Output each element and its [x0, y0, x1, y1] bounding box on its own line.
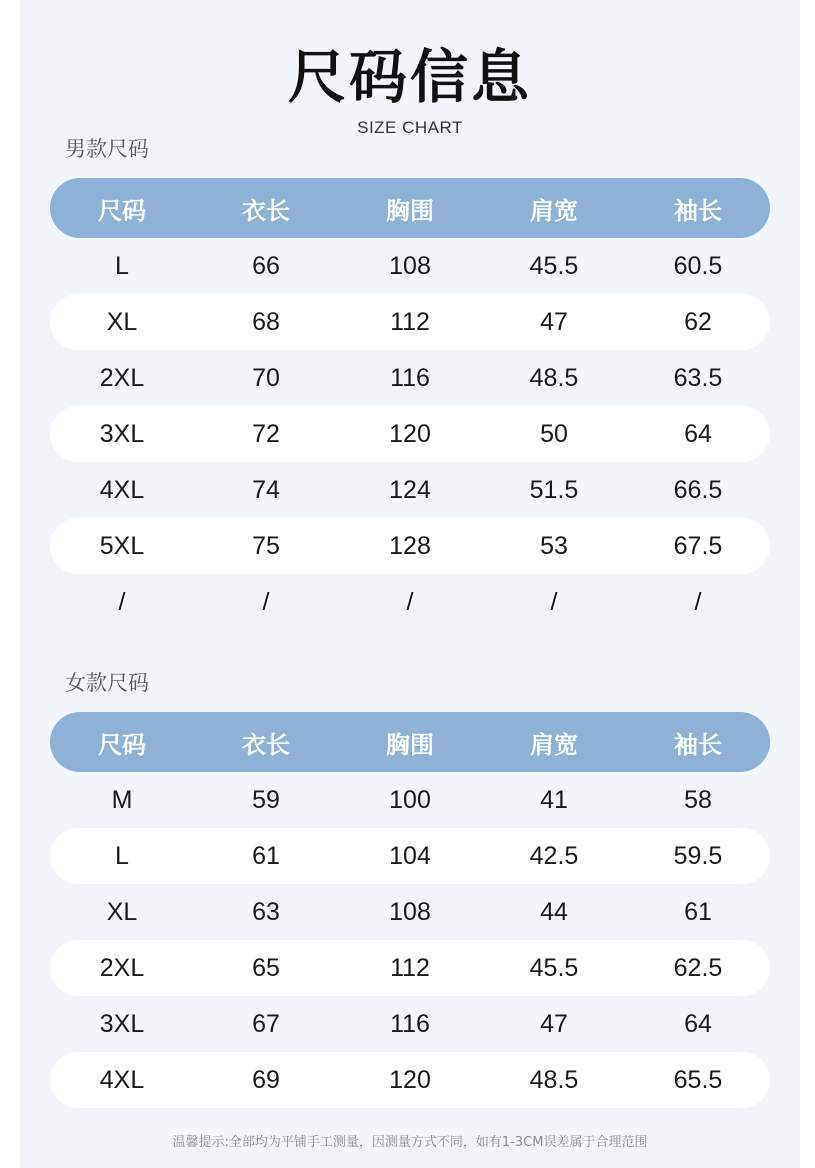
table-cell: 63: [252, 897, 280, 926]
men-section-label: 男款尺码: [65, 137, 149, 161]
table-cell: 74: [252, 475, 280, 504]
table-row: [50, 940, 770, 996]
table-cell: 65: [252, 953, 280, 982]
footnote: 温馨提示:全部均为平铺手工测量，因测量方式不同，如有1-3CM误差属于合理范围: [172, 1135, 648, 1150]
table-cell: /: [550, 587, 558, 616]
table-row: [50, 574, 770, 630]
table-row: [50, 828, 770, 884]
table-cell: 59: [252, 785, 280, 814]
table-cell: 41: [540, 785, 568, 814]
table-cell: 4XL: [99, 475, 145, 504]
table-cell: 45.5: [529, 953, 579, 982]
table-cell: 112: [390, 953, 430, 982]
table-cell: 63.5: [673, 363, 723, 392]
table-cell: 75: [252, 531, 280, 560]
table-row: [50, 772, 770, 828]
table-cell: 108: [389, 251, 431, 280]
men-size-table: [50, 178, 770, 630]
table-cell: 47: [540, 307, 568, 336]
table-cell: /: [118, 587, 126, 616]
table-cell: 50: [540, 419, 568, 448]
header-cell: 胸围: [386, 731, 434, 759]
table-cell: 44: [540, 897, 568, 926]
table-row: [50, 1052, 770, 1108]
table-cell: 61: [684, 897, 712, 926]
table-cell: /: [694, 587, 702, 616]
table-cell: 69: [252, 1065, 280, 1094]
table-cell: /: [406, 587, 414, 616]
women-section-label: 女款尺码: [65, 671, 149, 695]
table-cell: 116: [390, 363, 430, 392]
header-cell: 胸围: [386, 197, 434, 225]
table-cell: XL: [106, 897, 138, 926]
table-cell: 2XL: [99, 363, 145, 392]
table-cell: 116: [390, 1009, 430, 1038]
table-cell: 112: [390, 307, 430, 336]
table-cell: 104: [389, 841, 431, 870]
page-title: 尺码信息: [287, 43, 532, 111]
header-cell: 尺码: [98, 197, 146, 225]
table-cell: L: [115, 841, 129, 870]
table-cell: 2XL: [99, 953, 145, 982]
table-cell: 64: [684, 1009, 712, 1038]
table-cell: XL: [106, 307, 138, 336]
table-cell: /: [262, 587, 270, 616]
table-row: [50, 518, 770, 574]
table-cell: 72: [252, 419, 280, 448]
table-cell: 58: [684, 785, 712, 814]
table-cell: 42.5: [529, 841, 579, 870]
table-cell: M: [111, 785, 133, 814]
table-cell: 5XL: [99, 531, 145, 560]
table-cell: 47: [540, 1009, 568, 1038]
women-table-header: [50, 712, 770, 772]
table-row: [50, 238, 770, 294]
table-cell: 59.5: [673, 841, 723, 870]
table-cell: 120: [389, 1065, 431, 1094]
table-row: [50, 350, 770, 406]
table-cell: 66: [252, 251, 280, 280]
table-cell: 53: [540, 531, 568, 560]
table-cell: L: [115, 251, 129, 280]
table-cell: 128: [389, 531, 431, 560]
table-row: [50, 884, 770, 940]
header-cell: 衣长: [242, 197, 290, 225]
page-subtitle: SIZE CHART: [357, 118, 463, 137]
table-cell: 62: [684, 307, 712, 336]
table-cell: 68: [252, 307, 280, 336]
table-cell: 51.5: [529, 475, 579, 504]
table-cell: 48.5: [529, 363, 579, 392]
size-chart-page: [20, 0, 800, 1168]
table-cell: 45.5: [529, 251, 579, 280]
header-cell: 肩宽: [530, 731, 578, 759]
header-cell: 尺码: [98, 731, 146, 759]
table-cell: 48.5: [529, 1065, 579, 1094]
table-row: [50, 996, 770, 1052]
table-cell: 70: [252, 363, 280, 392]
header-cell: 肩宽: [530, 197, 578, 225]
table-cell: 120: [389, 419, 431, 448]
table-cell: 67.5: [673, 531, 723, 560]
header-cell: 衣长: [242, 731, 290, 759]
header-cell: 袖长: [674, 731, 722, 759]
men-table-header: [50, 178, 770, 238]
table-cell: 124: [389, 475, 431, 504]
table-cell: 66.5: [673, 475, 723, 504]
table-cell: 3XL: [99, 1009, 145, 1038]
header-cell: 袖长: [674, 197, 722, 225]
table-cell: 108: [389, 897, 431, 926]
table-cell: 60.5: [673, 251, 723, 280]
table-cell: 4XL: [99, 1065, 145, 1094]
table-row: [50, 406, 770, 462]
table-cell: 61: [252, 841, 280, 870]
table-cell: 100: [389, 785, 431, 814]
table-cell: 3XL: [99, 419, 145, 448]
women-size-table: [50, 712, 770, 1108]
table-cell: 64: [684, 419, 712, 448]
table-cell: 65.5: [673, 1065, 723, 1094]
table-cell: 67: [252, 1009, 280, 1038]
table-cell: 62.5: [673, 953, 723, 982]
table-row: [50, 294, 770, 350]
table-row: [50, 462, 770, 518]
